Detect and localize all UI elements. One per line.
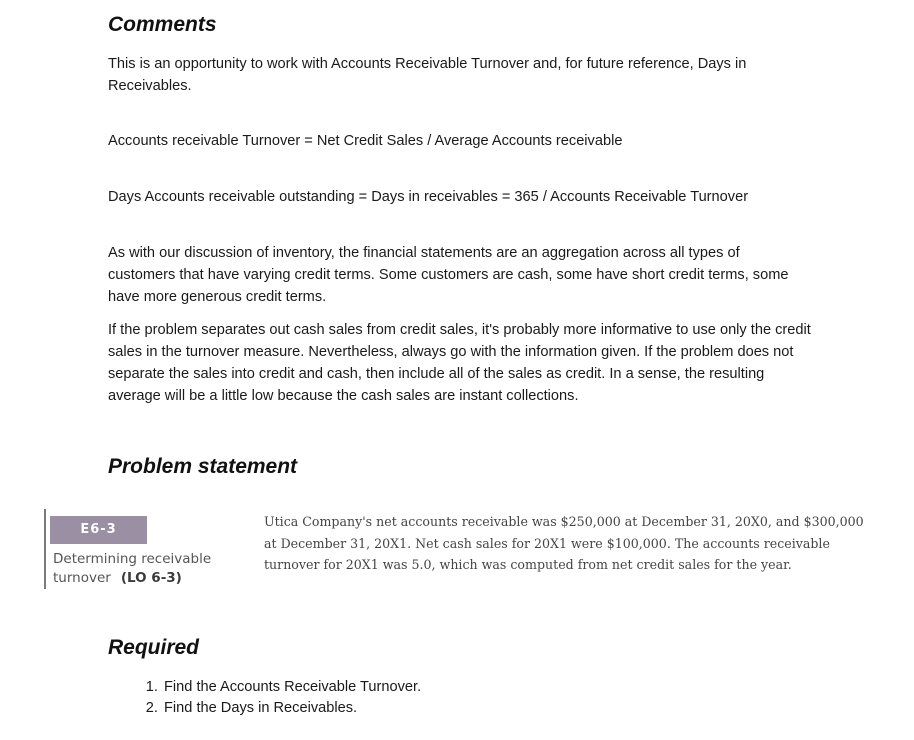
required-heading: Required bbox=[108, 636, 200, 659]
learning-objective: (LO 6-3) bbox=[120, 570, 182, 586]
exercise-problem-text: Utica Company's net accounts receivable was $250,000 at December 31, 20X0, and $300,000 at December 31, 20X1. Net cash sales for 20X1 were $100,000. The accounts receivable turnover for 20X1 was 5.0, which was computed from net credit sales for the year. bbox=[264, 514, 864, 572]
cropped-text-fragment bbox=[264, 582, 324, 586]
exercise-title-text: Determining receivable turnover bbox=[53, 551, 212, 586]
required-item-1: 1. Find the Accounts Receivable Turnover. bbox=[162, 677, 421, 698]
problem-heading: Problem statement bbox=[108, 455, 298, 478]
exercise-id-badge: E6-3 bbox=[50, 516, 147, 544]
exercise-title bbox=[53, 550, 253, 588]
exercise-box bbox=[44, 509, 864, 591]
required-item-2: 2. Find the Days in Receivables. bbox=[162, 698, 421, 719]
inventory-note-paragraph: As with our discussion of inventory, the financial statements are an aggregation across all types of customers that have varying credit terms. Some customers are cash, some have short credit terms, some have more generous credit terms. bbox=[108, 245, 789, 305]
turnover-formula: Accounts receivable Turnover = Net Credit Sales / Average Accounts receivable bbox=[108, 133, 623, 149]
cash-sales-note-paragraph: If the problem separates out cash sales from credit sales, it's probably more informative to use only the credit sales in the turnover measure. Nevertheless, always go with the information given. If the problem does not separate the sales into credit and cash, then include all of the sales as credit. In a sense, the resulting average will be a little low because the cash sales are instant collections. bbox=[108, 322, 811, 404]
comments-heading: Comments bbox=[108, 13, 217, 36]
intro-paragraph: This is an opportunity to work with Accounts Receivable Turnover and, for future reference, Days in Receivables. bbox=[108, 56, 747, 94]
days-formula: Days Accounts receivable outstanding = Days in receivables = 365 / Accounts Receivable Turnover bbox=[108, 189, 749, 205]
exercise-sidebar bbox=[44, 509, 256, 589]
required-list bbox=[130, 677, 421, 719]
